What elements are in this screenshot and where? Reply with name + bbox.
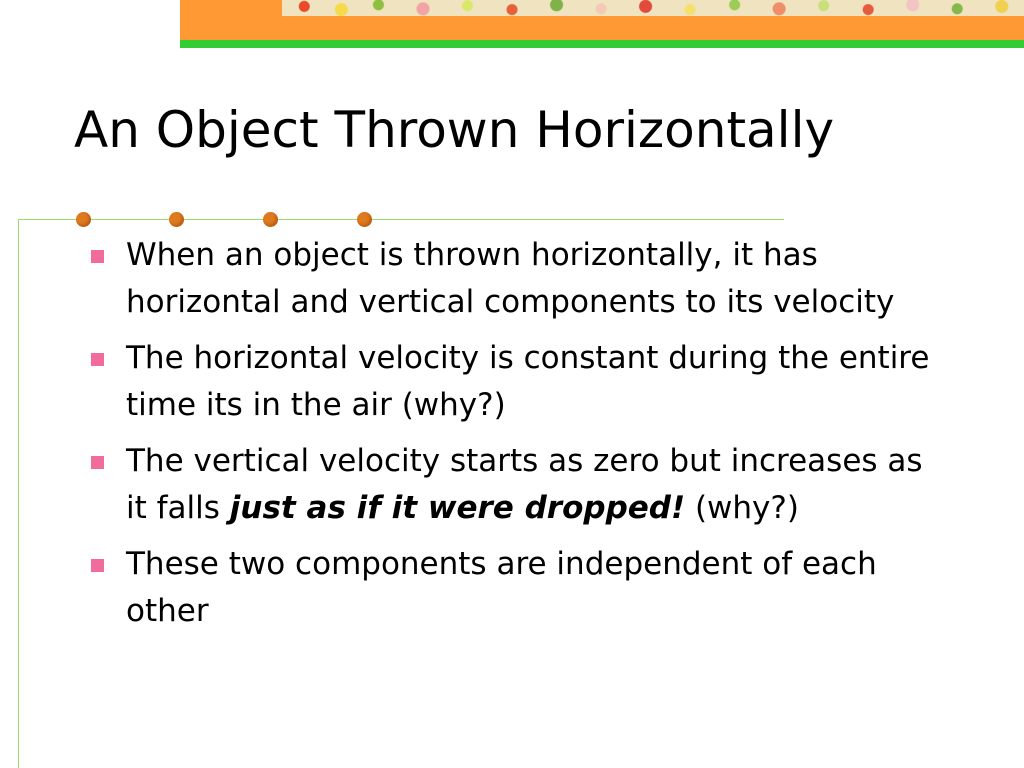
bullet-emphasis-text: just as if it were dropped! [229,490,686,526]
bullet-list [126,232,936,644]
pink-square-bullet-icon [91,559,104,572]
bullet-text: The vertical velocity starts as zero but increases as it falls [126,443,923,526]
bullet-item [126,541,936,635]
divider-dot-icon [169,212,184,227]
pink-square-bullet-icon [91,250,104,263]
pink-square-bullet-icon [91,353,104,366]
divider-dot-icon [357,212,372,227]
bullet-item [126,438,936,532]
bullet-item [126,232,936,326]
divider-dot-icon [263,212,278,227]
slide-title: An Object Thrown Horizontally [74,101,835,159]
left-vertical-line [18,219,19,768]
bullet-item [126,335,936,429]
floral-banner-image [282,0,1024,16]
bullet-text-after: (why?) [685,490,799,526]
bullet-text: When an object is thrown horizontally, it has horizontal and vertical components to its velocity [126,237,895,320]
title-divider-line [18,219,784,220]
bullet-text: The horizontal velocity is constant during the entire time its in the air (why?) [126,340,930,423]
header-green-stripe [180,40,1024,48]
bullet-text: These two components are independent of each other [126,546,877,629]
pink-square-bullet-icon [91,456,104,469]
divider-dot-icon [76,212,91,227]
